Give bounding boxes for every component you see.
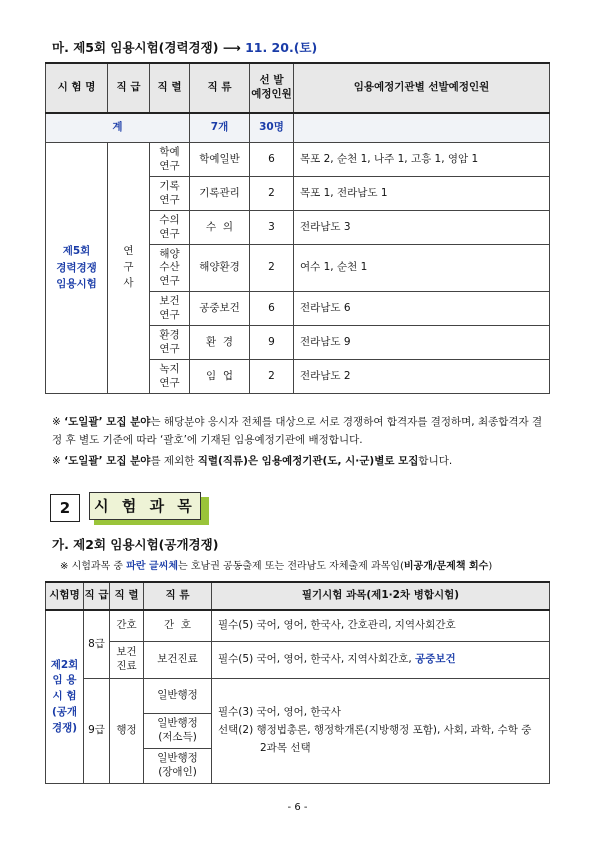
col-header: 시 험 명	[46, 63, 108, 113]
regions: 여수 1, 순천 1	[294, 245, 550, 292]
sum-label: 계	[46, 113, 190, 143]
grade: 9급	[84, 679, 110, 784]
series: 해양 수산 연구	[150, 245, 190, 292]
series: 간호	[110, 610, 144, 642]
sum-empty	[294, 113, 550, 143]
col-header: 직 류	[144, 582, 212, 610]
table-row	[46, 679, 550, 714]
note-3	[60, 557, 492, 572]
section-ma-heading	[52, 38, 317, 56]
table-row	[46, 642, 550, 679]
type: 보건진료	[144, 642, 212, 679]
note-blue: 파란 글씨체	[126, 561, 179, 572]
exam-date: 11. 20.(토)	[245, 40, 318, 55]
type: 수 의	[190, 211, 250, 245]
series: 보건 연구	[150, 292, 190, 326]
regions: 목포 1, 전라남도 1	[294, 177, 550, 211]
series: 기록 연구	[150, 177, 190, 211]
note-mark: ※	[52, 455, 61, 467]
section-ga-heading: 가. 제2회 임용시험(공개경쟁)	[52, 537, 219, 552]
series: 녹지 연구	[150, 360, 190, 394]
col-header: 임용예정기관별 선발예정인원	[294, 63, 550, 113]
col-header: 직 렬	[110, 582, 144, 610]
count: 3	[250, 211, 294, 245]
count: 6	[250, 292, 294, 326]
subjects	[212, 642, 550, 679]
section-title: 제5회 임용시험(경력경쟁)	[73, 40, 219, 55]
regions: 전라남도 6	[294, 292, 550, 326]
selection-table	[45, 62, 550, 394]
series: 학예 연구	[150, 143, 190, 177]
subjects-table	[45, 581, 550, 784]
note-bold: ‘도일괄’ 모집 분야	[64, 455, 151, 467]
type: 공중보건	[190, 292, 250, 326]
series: 환경 연구	[150, 326, 190, 360]
exam-name: 제2회 임 용 시 험 (공개 경쟁)	[46, 610, 84, 784]
count: 2	[250, 245, 294, 292]
note-bold: 비공개/문제책 회수	[403, 561, 489, 572]
col-header: 필기시험 과목(제1·2차 병합시험)	[212, 582, 550, 610]
table-header-row	[46, 63, 550, 113]
grade: 연 구 사	[108, 143, 150, 394]
count: 2	[250, 177, 294, 211]
type: 임 업	[190, 360, 250, 394]
type: 일반행정	[144, 679, 212, 714]
note-text: 합니다.	[418, 455, 453, 467]
note-mark: ※	[52, 416, 61, 428]
grade: 8급	[84, 610, 110, 679]
type: 간 호	[144, 610, 212, 642]
subjects-text: 필수(5) 국어, 영어, 한국사, 지역사회간호,	[218, 653, 416, 666]
section-number: 2	[50, 494, 80, 522]
count: 9	[250, 326, 294, 360]
sum-types: 7개	[190, 113, 250, 143]
note-text: )	[488, 561, 493, 572]
col-header: 선 발 예정인원	[250, 63, 294, 113]
type: 기록관리	[190, 177, 250, 211]
note-1	[52, 414, 552, 450]
col-header: 직 급	[108, 63, 150, 113]
note-text: 는 해당분야 응시자 전체를 대상으로 서로 경쟁하여 합격자를 결정하며, 최종합격자 결정 후 별도 기준에 따라 ‘괄호’에 기재된 임용예정기관에 배정합니다.	[52, 416, 543, 446]
col-header: 시험명	[46, 582, 84, 610]
type: 해양환경	[190, 245, 250, 292]
note-bold: 직렬(직류)은 임용예정기관(도, 시·군)별로 모집	[197, 455, 419, 467]
count: 2	[250, 360, 294, 394]
type: 학예일반	[190, 143, 250, 177]
regions: 목포 2, 순천 1, 나주 1, 고흥 1, 영암 1	[294, 143, 550, 177]
type: 환 경	[190, 326, 250, 360]
subjects-line: 2과목 선택	[260, 741, 311, 754]
type: 일반행정 (저소득)	[144, 714, 212, 749]
note-2	[52, 453, 552, 471]
subjects	[212, 679, 550, 784]
col-header: 직 렬	[150, 63, 190, 113]
subjects-line: 선택(2) 행정법총론, 행정학개론(지방행정 포함), 사회, 과학, 수학 중	[218, 724, 532, 737]
series: 행정	[110, 679, 144, 784]
regions: 전라남도 9	[294, 326, 550, 360]
section-prefix: 마.	[52, 40, 69, 55]
subjects-blue: 공중보건	[415, 653, 456, 666]
note-bold: ‘도일괄’ 모집 분야	[64, 416, 151, 428]
type: 일반행정 (장애인)	[144, 749, 212, 784]
regions: 전라남도 2	[294, 360, 550, 394]
sum-row	[46, 113, 550, 143]
regions: 전라남도 3	[294, 211, 550, 245]
subjects-line: 필수(3) 국어, 영어, 한국사	[218, 706, 341, 719]
note-text: 는 호남권 공동출제 또는 전라남도 자체출제 과목임(	[178, 561, 404, 572]
count: 6	[250, 143, 294, 177]
subjects: 필수(5) 국어, 영어, 한국사, 간호관리, 지역사회간호	[212, 610, 550, 642]
series: 수의 연구	[150, 211, 190, 245]
section-2-title: 시 험 과 목	[89, 492, 201, 520]
exam-name: 제5회 경력경쟁 임용시험	[46, 143, 108, 394]
note-mark: ※	[60, 561, 69, 572]
table-header-row	[46, 582, 550, 610]
sum-count: 30명	[250, 113, 294, 143]
page-number: - 6 -	[287, 802, 308, 813]
col-header: 직 류	[190, 63, 250, 113]
table-row	[46, 143, 550, 177]
col-header: 직 급	[84, 582, 110, 610]
note-text: 시험과목 중	[71, 561, 127, 572]
table-row	[46, 610, 550, 642]
arrow-icon: ⟶	[222, 40, 241, 55]
series: 보건 진료	[110, 642, 144, 679]
note-text: 를 제외한	[150, 455, 198, 467]
